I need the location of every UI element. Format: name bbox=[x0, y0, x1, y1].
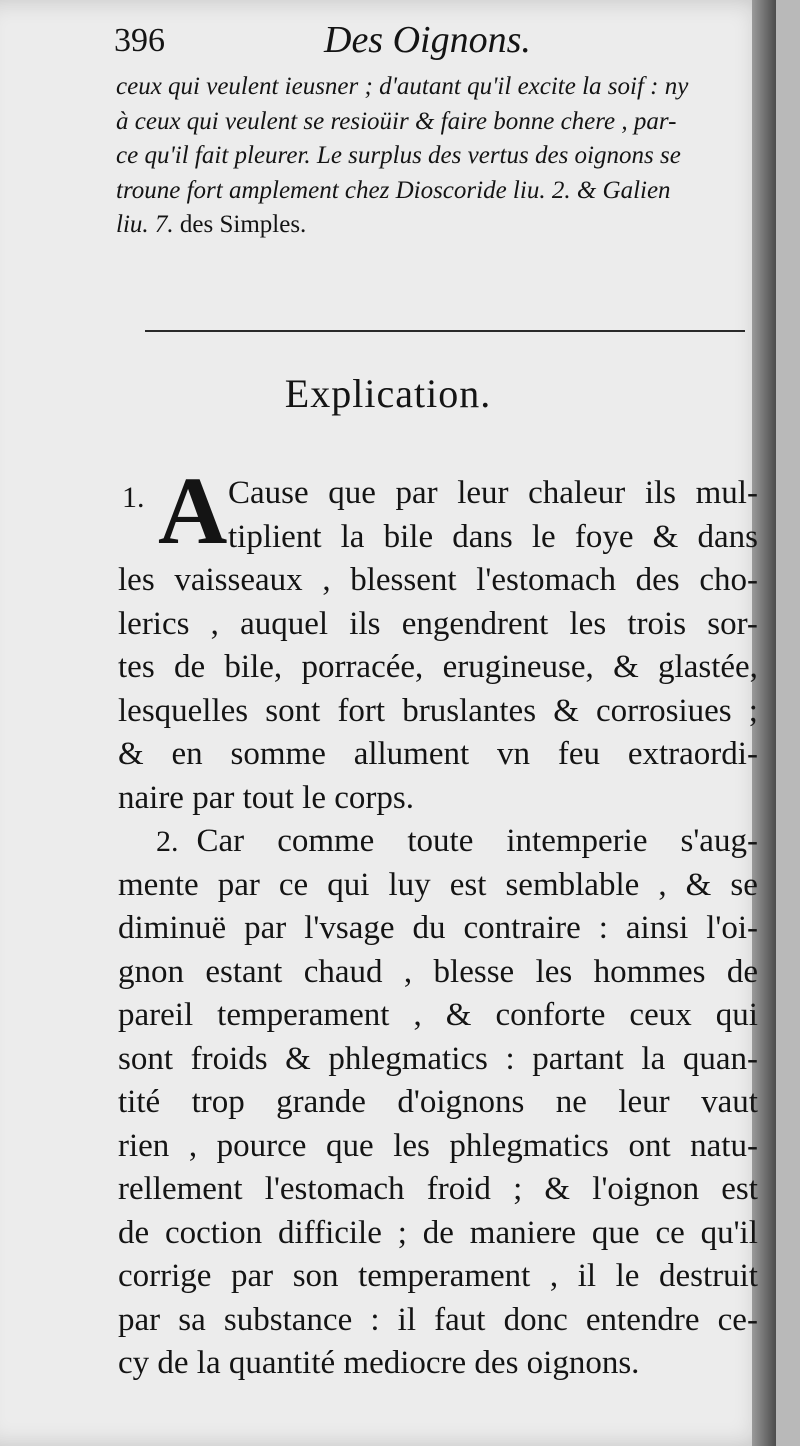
page-header bbox=[114, 18, 754, 68]
paragraph-1 bbox=[118, 457, 758, 820]
carryover-text bbox=[116, 70, 756, 243]
paragraph-line: rien , pource que les phlegmatics ont natu- bbox=[118, 1127, 758, 1164]
carryover-line bbox=[116, 208, 756, 243]
carryover-line: à ceux qui veulent se resioüir & faire bonne chere , par- bbox=[116, 107, 677, 135]
carryover-ending: des Simples. bbox=[173, 211, 307, 238]
paragraph-line: lesquelles sont fort bruslantes & corrosiues ; bbox=[118, 692, 758, 729]
page-number: 396 bbox=[114, 22, 165, 59]
carryover-line: ceux qui veulent ieusner ; d'autant qu'il excite la soif : ny bbox=[116, 73, 689, 100]
paragraph-line: Car comme toute intemperie s'aug- bbox=[196, 823, 758, 859]
section-title: Explication. bbox=[284, 371, 492, 416]
paragraph-line: mente par ce qui luy est semblable , & se bbox=[118, 866, 758, 903]
paragraph-line: par sa substance : il faut donc entendre ce- bbox=[118, 1301, 758, 1338]
paragraph-line: pareil temperament , & conforte ceux qui bbox=[118, 997, 758, 1033]
paragraph-line: lerics , auquel ils engendrent les trois sor- bbox=[118, 605, 758, 642]
paragraph-line: sont froids & phlegmatics : partant la quan- bbox=[118, 1040, 758, 1077]
paragraph-line: & en somme allument vn feu extraordi- bbox=[118, 736, 758, 772]
paragraph-2 bbox=[118, 820, 758, 1386]
paragraph-line: diminuë par l'vsage du contraire : ainsi l'oi- bbox=[118, 910, 758, 946]
paragraph-line: Cause que par leur chaleur ils mul- bbox=[228, 475, 758, 511]
section-divider bbox=[145, 330, 745, 332]
paragraph-line: rellement l'estomach froid ; & l'oignon est bbox=[118, 1171, 758, 1207]
paragraph-first-line bbox=[118, 820, 758, 864]
running-head: Des Oignons. bbox=[324, 19, 531, 61]
paragraph-line: de coction difficile ; de maniere que ce qu'il bbox=[118, 1214, 758, 1251]
paragraph-line: tes de bile, porracée, erugineuse, & glastée, bbox=[118, 649, 758, 685]
paragraph-line: tité trop grande d'oignons ne leur vaut bbox=[118, 1084, 758, 1120]
paragraph-number: 2. bbox=[156, 825, 179, 858]
paragraph-line: corrige par son temperament , il le destruit bbox=[118, 1258, 758, 1294]
carryover-reference: liu. 7. bbox=[116, 211, 174, 238]
carryover-line: troune fort amplement chez Dioscoride liu. 2. & Galien bbox=[116, 176, 671, 204]
paragraph-line: les vaisseaux , blessent l'estomach des cho- bbox=[118, 562, 758, 598]
paragraph-line: tiplient la bile dans le foye & dans bbox=[228, 518, 758, 555]
carryover-line: ce qu'il fait pleurer. Le surplus des vertus des oignons se bbox=[116, 142, 681, 169]
explication-body bbox=[118, 457, 758, 1386]
paragraph-number: 1. bbox=[122, 481, 145, 514]
paragraph-line: naire par tout le corps. bbox=[118, 779, 414, 816]
paragraph-line: gnon estant chaud , blesse les hommes de bbox=[118, 953, 758, 990]
drop-cap: A bbox=[158, 457, 228, 564]
paragraph-line: cy de la quantité mediocre des oignons. bbox=[118, 1345, 640, 1381]
